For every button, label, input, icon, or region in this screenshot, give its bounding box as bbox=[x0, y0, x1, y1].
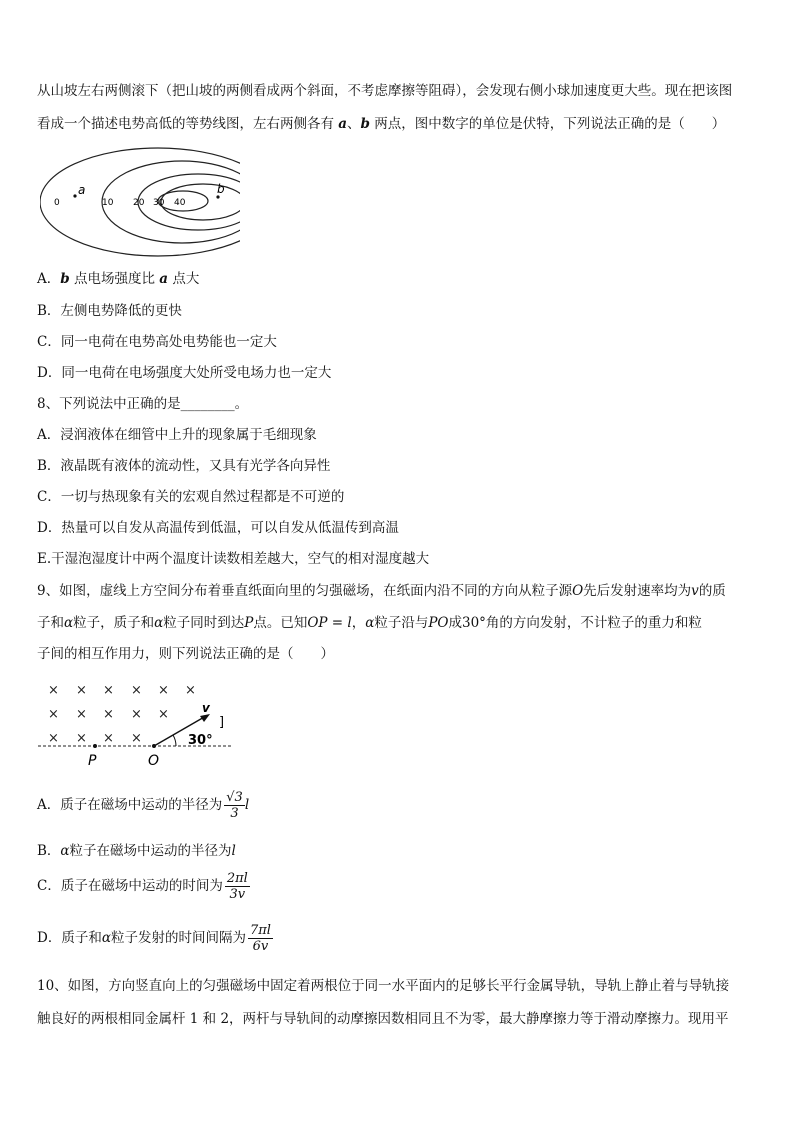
q9-stem-line3: 子间的相互作用力，则下列说法正确的是（ ） bbox=[37, 646, 334, 662]
point-a-label: a bbox=[78, 183, 86, 197]
point-p-dot bbox=[93, 744, 97, 748]
magnetic-field-figure bbox=[36, 676, 236, 768]
fraction-c: $\frac{2\pi l}{3v}$ bbox=[226, 871, 248, 902]
cross-mark: × bbox=[185, 683, 196, 698]
q9-option-d: D．质子和α粒子发射的时间间隔为 $\frac{7\pi l}{6v}$ bbox=[37, 923, 271, 954]
q7-stem-line2: 看成一个描述电势高低的等势线图，左右两侧各有 a、b 两点，图中数字的单位是伏特，下列说法正确的是（ ） bbox=[37, 116, 726, 132]
point-o-label: O bbox=[148, 753, 160, 768]
cross-mark: × bbox=[103, 731, 114, 746]
cross-mark: × bbox=[131, 731, 142, 746]
q10-stem-line2: 触良好的两根相同金属杆 1 和 2，两杆与导轨间的动摩擦因数相同且不为零，最大静摩擦力等于滑动摩擦力。现用平 bbox=[37, 1011, 729, 1027]
cross-mark: × bbox=[76, 683, 87, 698]
q7-option-a: A．b 点电场强度比 a 点大 bbox=[37, 271, 200, 287]
cross-mark: × bbox=[103, 707, 114, 722]
point-a-dot bbox=[73, 194, 76, 197]
angle-label: 30° bbox=[188, 733, 213, 748]
figure-bracket: ] bbox=[219, 715, 225, 730]
q9-option-a: A．质子在磁场中运动的半径为 $\frac{√3}{3}$ l bbox=[37, 790, 250, 821]
label-20: 20 bbox=[133, 198, 145, 208]
q8-option-a: A．浸润液体在细管中上升的现象属于毛细现象 bbox=[37, 427, 317, 443]
equipotential-figure bbox=[40, 143, 240, 261]
q7-option-b: B．左侧电势降低的更快 bbox=[37, 303, 182, 319]
q8-option-d: D．热量可以自发从高温传到低温，可以自发从低温传到高温 bbox=[37, 520, 399, 536]
velocity-label: v bbox=[202, 701, 210, 715]
q8-stem: 8、下列说法中正确的是________。 bbox=[37, 396, 249, 412]
fraction-d: $\frac{7\pi l}{6v}$ bbox=[249, 923, 271, 954]
cross-mark: × bbox=[131, 683, 142, 698]
q9-stem-line1: 9、如图，虚线上方空间分布着垂直纸面向里的匀强磁场，在纸面内沿不同的方向从粒子源O先后发射速率均为v的质 bbox=[37, 583, 726, 599]
q9-option-b: B．α粒子在磁场中运动的半径为l bbox=[37, 843, 236, 859]
cross-mark: × bbox=[158, 707, 169, 722]
label-30: 30 bbox=[153, 198, 165, 208]
q8-option-c: C．一切与热现象有关的宏观自然过程都是不可逆的 bbox=[37, 489, 345, 505]
cross-mark: × bbox=[158, 683, 169, 698]
q10-stem-line1: 10、如图，方向竖直向上的匀强磁场中固定着两根位于同一水平面内的足够长平行金属导轨，导轨上静止着与导轨接 bbox=[37, 978, 730, 994]
point-b-label: b bbox=[217, 182, 225, 196]
label-40: 40 bbox=[174, 198, 186, 208]
q7-option-d: D．同一电荷在电场强度大处所受电场力也一定大 bbox=[37, 365, 332, 381]
velocity-arrowhead bbox=[200, 714, 210, 722]
q7-stem-line1: 从山坡左右两侧滚下（把山坡的两侧看成两个斜面，不考虑摩擦等阻碍），会发现右侧小球加速度更大些。现在把该图 bbox=[37, 83, 733, 99]
point-p-label: P bbox=[88, 753, 97, 768]
cross-mark: × bbox=[76, 707, 87, 722]
angle-arc bbox=[173, 735, 176, 746]
cross-mark: × bbox=[48, 707, 59, 722]
fraction-a: $\frac{√3}{3}$ bbox=[226, 790, 243, 821]
cross-mark: × bbox=[76, 731, 87, 746]
cross-mark: × bbox=[103, 683, 114, 698]
equipotential-line-30 bbox=[161, 184, 240, 220]
q9-stem-line2: 子和α粒子，质子和α粒子同时到达P点。已知OP = l，α粒子沿与PO成30°角的方向发射，不计粒子的重力和粒 bbox=[37, 615, 702, 631]
label-10: 10 bbox=[102, 198, 114, 208]
q8-option-e: E.干湿泡湿度计中两个温度计读数相差越大，空气的相对湿度越大 bbox=[37, 551, 430, 567]
q8-option-b: B．液晶既有液体的流动性，又具有光学各向异性 bbox=[37, 458, 331, 474]
cross-mark: × bbox=[131, 707, 142, 722]
equipotential-line-10 bbox=[102, 161, 240, 243]
q9-option-c: C．质子在磁场中运动的时间为 $\frac{2\pi l}{3v}$ bbox=[37, 871, 248, 902]
label-0: 0 bbox=[54, 198, 60, 208]
cross-mark: × bbox=[48, 683, 59, 698]
cross-mark: × bbox=[48, 731, 59, 746]
q7-option-c: C．同一电荷在电势高处电势能也一定大 bbox=[37, 334, 277, 350]
